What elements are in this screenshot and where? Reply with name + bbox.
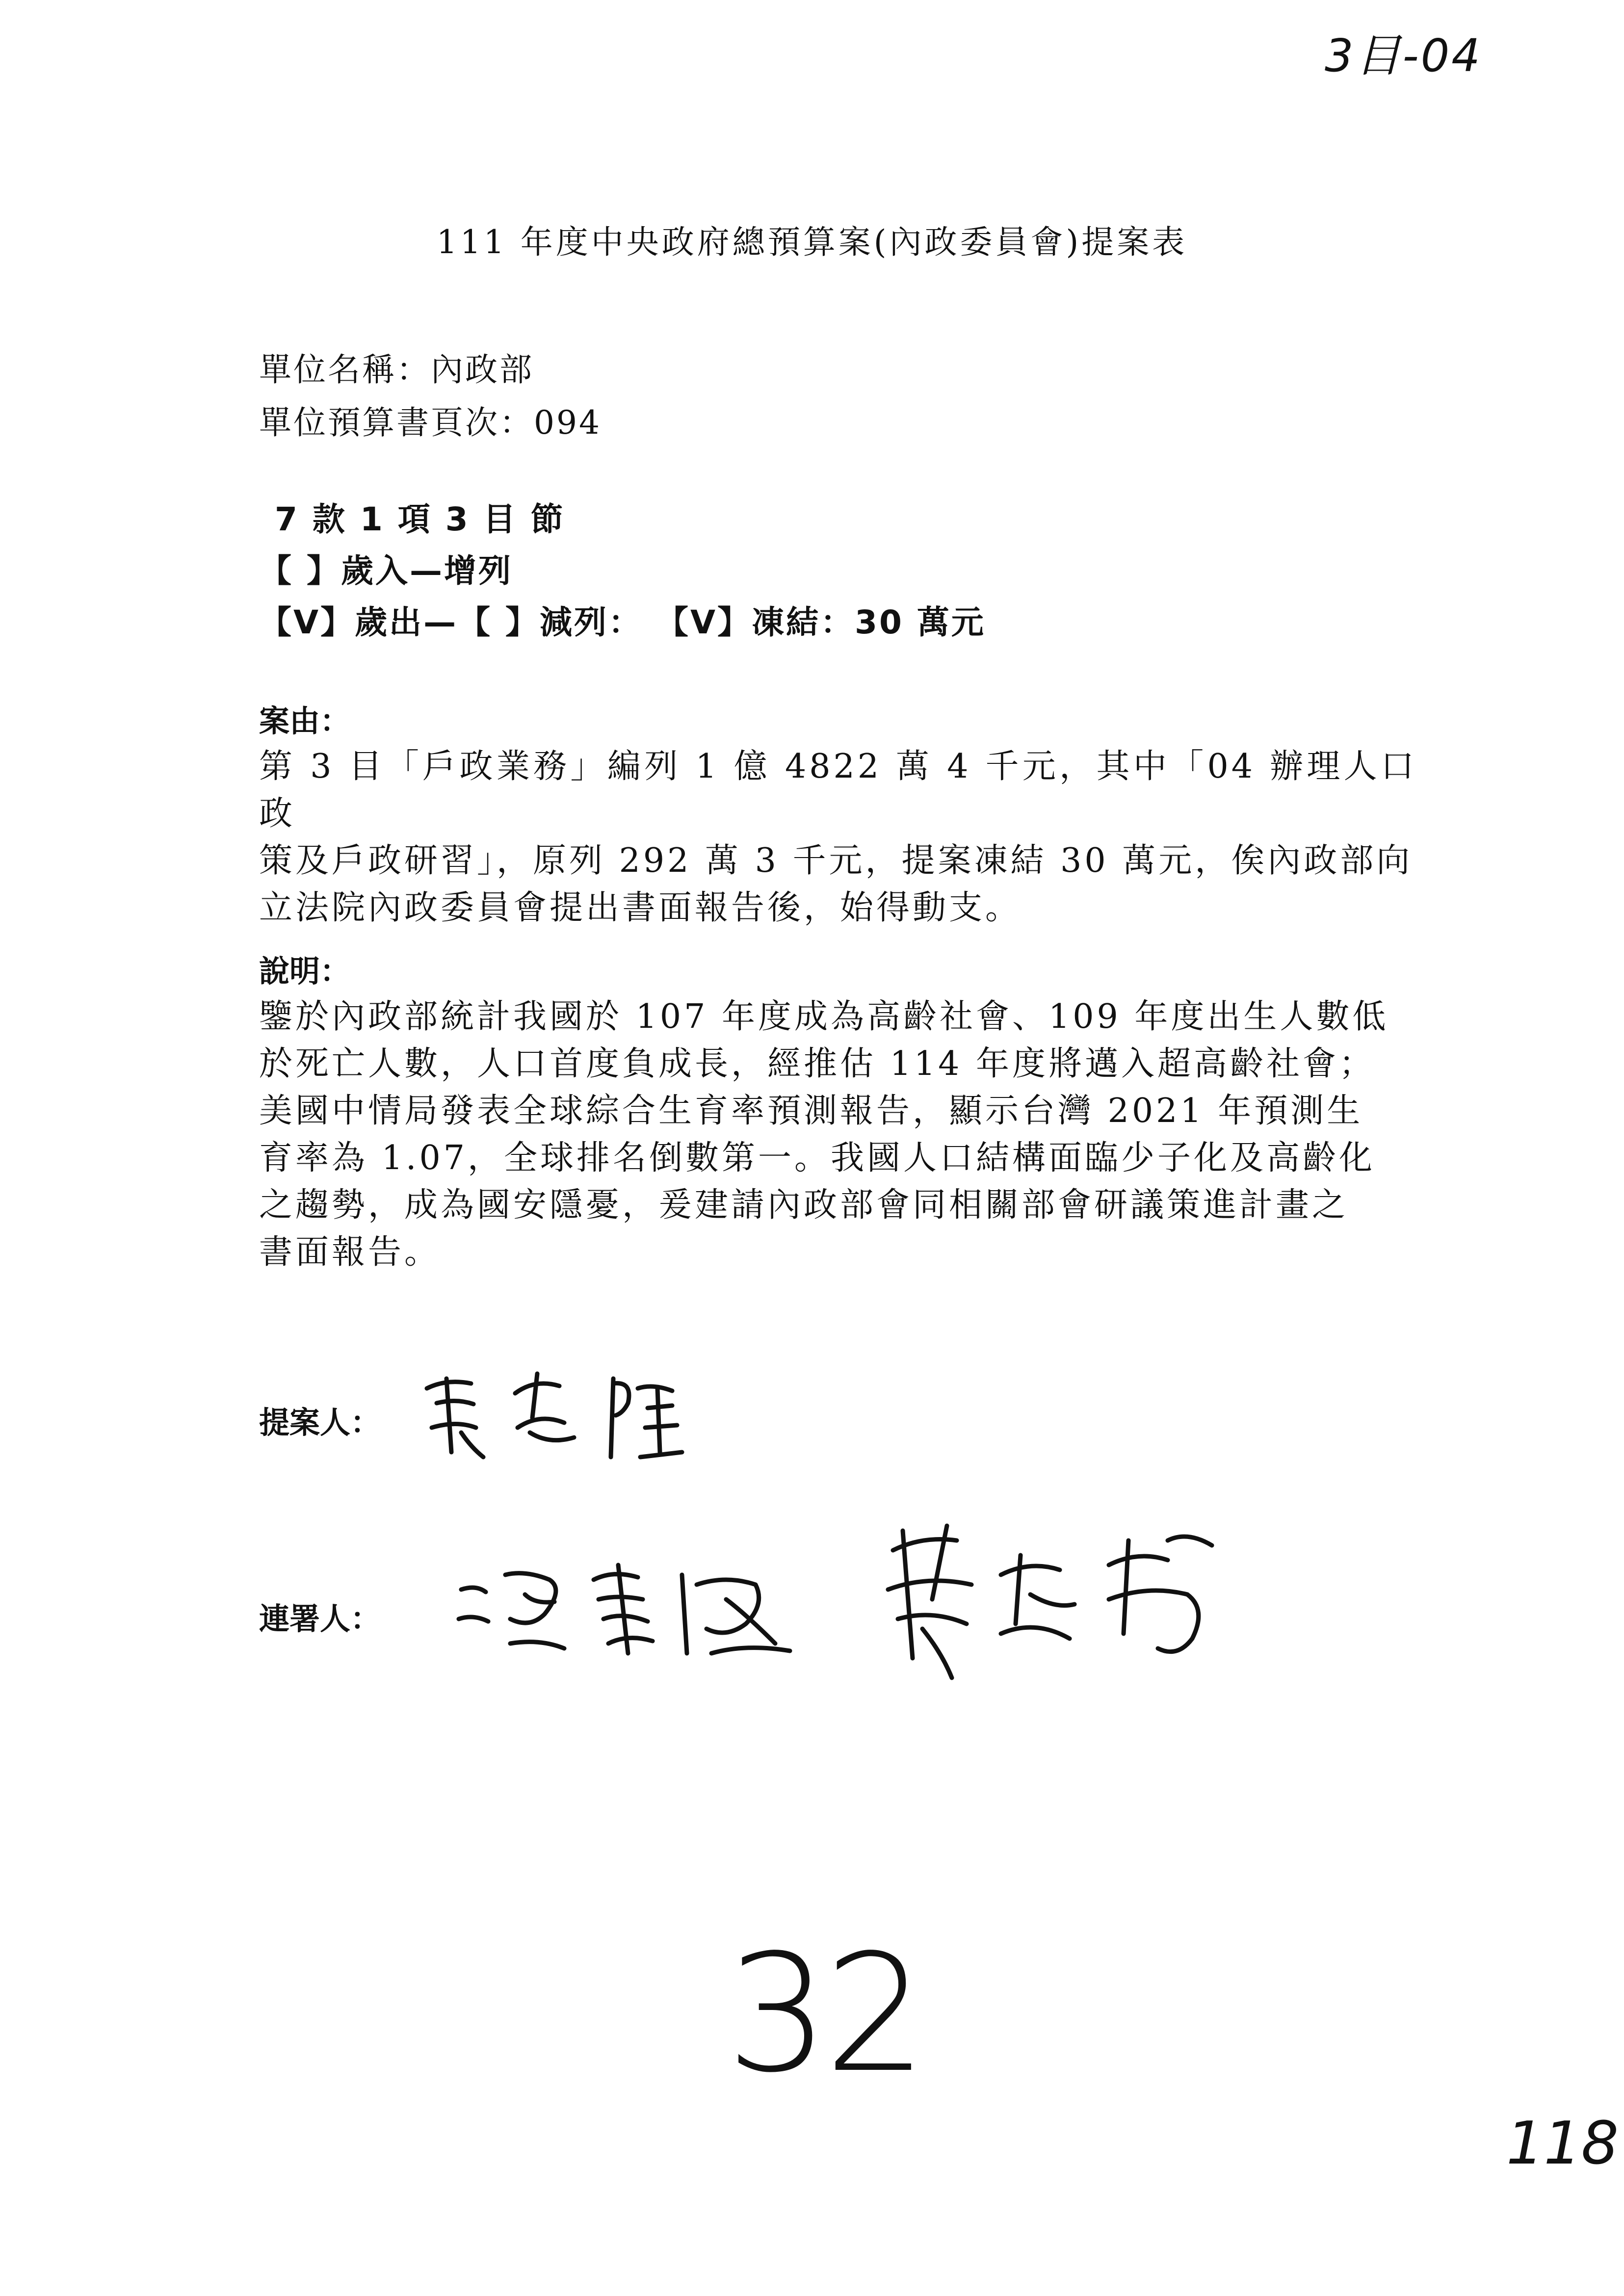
proposer-signature <box>417 1359 692 1467</box>
cosigner-signature-1 <box>451 1545 805 1673</box>
reason-heading: 案由： <box>259 703 351 739</box>
explanation-line: 育率為 1.07，全球排名倒數第一。我國人口結構面臨少子化及高齡化 <box>259 1139 1376 1177</box>
explanation-line: 於死亡人數，人口首度負成長，經推估 114 年度將邁入超高齡社會； <box>259 1044 1376 1083</box>
budget-page-line: 單位預算書頁次：094 <box>259 404 602 442</box>
cosigner-signature-2 <box>873 1511 1227 1688</box>
explanation-line: 之趨勢，成為國安隱憂，爰建請內政部會同相關部會研議策進計畫之 <box>259 1186 1349 1225</box>
item-line: 7 款 1 項 3 目 節 <box>275 500 565 538</box>
reason-line: 策及戶政研習」，原列 292 萬 3 千元，提案凍結 30 萬元，俟內政部向 <box>259 841 1413 880</box>
explanation-line: 鑒於內政部統計我國於 107 年度成為高齡社會、109 年度出生人數低 <box>259 997 1389 1036</box>
page-title: 111 年度中央政府總預算案(內政委員會)提案表 <box>436 223 1188 261</box>
explanation-heading: 說明： <box>259 953 351 989</box>
reason-body <box>259 743 1417 932</box>
page-number: 32 <box>726 1920 922 2108</box>
explanation-body <box>259 993 1417 1276</box>
reason-line: 第 3 目「戶政業務」編列 1 億 4822 萬 4 千元，其中「04 辦理人口政 <box>259 747 1417 833</box>
unit-name-line: 單位名稱：內政部 <box>259 351 534 389</box>
proposer-label: 提案人： <box>259 1405 381 1440</box>
reason-line: 立法院內政委員會提出書面報告後，始得動支。 <box>259 888 1022 927</box>
explanation-line: 美國中情局發表全球綜合生育率預測報告，顯示台灣 2021 年預測生 <box>259 1092 1363 1130</box>
corner-note: 3目-04 <box>1325 29 1482 82</box>
revenue-line: 【 】歲入—增列 <box>259 552 513 590</box>
sheet-number: 118 <box>1506 2110 1619 2178</box>
expenditure-line: 【V】歲出—【 】減列： 【V】凍結：30 萬元 <box>259 603 986 641</box>
explanation-line: 書面報告。 <box>259 1233 441 1272</box>
cosigners-label: 連署人： <box>259 1601 381 1637</box>
